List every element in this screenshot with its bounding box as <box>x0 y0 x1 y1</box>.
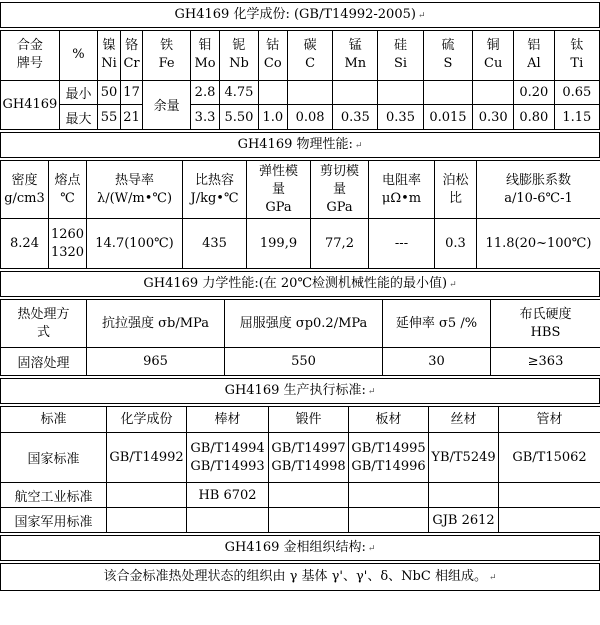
physical-properties-title: GH4169 物理性能: ↵ <box>0 132 600 158</box>
national-wire: YB/T5249 <box>429 433 499 483</box>
section1-header-11: 硫 S <box>423 31 473 81</box>
chemical-composition-title: GH4169 化学成份: (GB/T14992-2005) ↵ <box>0 2 600 28</box>
nb-min: 4.75 <box>220 80 258 105</box>
tensile-value: 965 <box>87 348 225 376</box>
mo-max: 3.3 <box>190 105 219 130</box>
mn-min <box>333 80 378 105</box>
section1-header-5: 钼 Mo <box>190 31 219 81</box>
density-value: 8.24 <box>1 219 49 269</box>
conductivity-value: 14.7(100℃) <box>87 219 183 269</box>
phys-value-row <box>1 219 600 269</box>
yield-value: 550 <box>225 348 383 376</box>
physical-properties-table <box>0 160 600 269</box>
phys-header-row <box>1 161 600 219</box>
melt-high: 1320 <box>49 244 86 262</box>
std-header-row <box>1 407 600 433</box>
cu-max: 0.30 <box>473 105 514 130</box>
nb-max: 5.50 <box>220 105 258 130</box>
elongation-value: 30 <box>383 348 491 376</box>
section2-header-2: 热导率 λ/(W/m•℃) <box>87 161 183 219</box>
ni-max: 55 <box>98 105 121 130</box>
section2-header-0: 密度 g/cm3 <box>1 161 49 219</box>
treatment-value: 固溶处理 <box>1 348 87 376</box>
alloy-grade-cell: GH4169 <box>1 80 60 130</box>
military-wire: GJB 2612 <box>429 508 499 533</box>
section-title-text: GH4169 化学成份: (GB/T14992-2005) <box>175 7 416 22</box>
microstructure-text: 该合金标准热处理状态的组织由 γ 基体 γ'、γ'、δ、NbC 相组成。 ↵ <box>0 563 600 591</box>
aviation-standard-label: 航空工业标准 <box>1 483 107 508</box>
section3-header-1: 抗拉强度 σb/MPa <box>87 300 225 348</box>
c-max: 0.08 <box>288 105 333 130</box>
section2-header-1: 熔点 ℃ <box>49 161 87 219</box>
section-title-text: GH4169 金相组织结构: <box>225 540 366 555</box>
expansion-value: 11.8(20~100℃) <box>477 219 600 269</box>
c-min <box>288 80 333 105</box>
min-label: 最小 <box>59 80 97 105</box>
fe-balance: 余量 <box>143 80 190 130</box>
chemical-composition-table <box>0 30 600 130</box>
section4-header-1: 化学成份 <box>107 407 187 433</box>
standards-table <box>0 406 600 533</box>
std-national-row <box>1 433 600 483</box>
section1-header-2: 镍 Ni <box>98 31 121 81</box>
co-max: 1.0 <box>258 105 287 130</box>
ti-min: 0.65 <box>554 80 599 105</box>
section1-header-13: 铝 Al <box>514 31 555 81</box>
shear-modulus-value: 77,2 <box>311 219 369 269</box>
resistivity-value: --- <box>369 219 435 269</box>
section-title-text: GH4169 力学性能:(在 20℃检测机械性能的最小值) <box>143 276 447 291</box>
cu-min <box>473 80 514 105</box>
mn-max: 0.35 <box>333 105 378 130</box>
std-aviation-row <box>1 483 600 508</box>
ni-min: 50 <box>98 80 121 105</box>
section2-header-7: 泊松 比 <box>435 161 477 219</box>
section3-header-0: 热处理方 式 <box>1 300 87 348</box>
s-min <box>423 80 473 105</box>
section3-header-3: 延伸率 σ5 /% <box>383 300 491 348</box>
section1-header-4: 铁 Fe <box>143 31 190 81</box>
national-tube: GB/T15062 <box>499 433 600 483</box>
national-chem: GB/T14992 <box>107 433 187 483</box>
section1-header-8: 碳 C <box>288 31 333 81</box>
section2-header-3: 比热容 J/kg•℃ <box>183 161 247 219</box>
heat-capacity-value: 435 <box>183 219 247 269</box>
national-standard-label: 国家标准 <box>1 433 107 483</box>
section1-header-3: 铬 Cr <box>120 31 143 81</box>
co-min <box>258 80 287 105</box>
melting-point-value <box>49 219 87 269</box>
mech-value-row <box>1 348 600 376</box>
al-min: 0.20 <box>514 80 555 105</box>
chem-min-row <box>1 80 600 105</box>
elastic-modulus-value: 199,9 <box>247 219 311 269</box>
national-forging: GB/T14997 GB/T14998 <box>269 433 349 483</box>
poisson-value: 0.3 <box>435 219 477 269</box>
section1-header-6: 铌 Nb <box>220 31 258 81</box>
section2-header-6: 电阻率 μΩ•m <box>369 161 435 219</box>
aviation-bar: HB 6702 <box>187 483 269 508</box>
mo-min: 2.8 <box>190 80 219 105</box>
section2-header-8: 线膨胀系数 a/10-6℃-1 <box>477 161 600 219</box>
ti-max: 1.15 <box>554 105 599 130</box>
section4-header-0: 标准 <box>1 407 107 433</box>
si-max: 0.35 <box>378 105 423 130</box>
section-title-text: GH4169 物理性能: <box>238 137 353 152</box>
si-min <box>378 80 423 105</box>
melt-low: 1260 <box>49 226 86 244</box>
cr-max: 21 <box>120 105 143 130</box>
mech-header-row <box>1 300 600 348</box>
section4-header-2: 棒材 <box>187 407 269 433</box>
section2-header-5: 剪切模 量 GPa <box>311 161 369 219</box>
military-standard-label: 国家军用标准 <box>1 508 107 533</box>
section4-header-4: 板材 <box>349 407 429 433</box>
section-title-text: GH4169 生产执行标准: <box>225 383 366 398</box>
section1-header-9: 锰 Mn <box>333 31 378 81</box>
section1-header-14: 钛 Ti <box>554 31 599 81</box>
section4-header-5: 丝材 <box>429 407 499 433</box>
mechanical-properties-table <box>0 299 600 376</box>
max-label: 最大 <box>59 105 97 130</box>
hardness-value: ≥363 <box>491 348 600 376</box>
section1-header-10: 硅 Si <box>378 31 423 81</box>
cr-min: 17 <box>120 80 143 105</box>
chem-header-row <box>1 31 600 81</box>
section1-header-12: 铜 Cu <box>473 31 514 81</box>
al-max: 0.80 <box>514 105 555 130</box>
std-military-row <box>1 508 600 533</box>
s-max: 0.015 <box>423 105 473 130</box>
chem-max-row <box>1 105 600 130</box>
section4-header-3: 锻件 <box>269 407 349 433</box>
national-plate: GB/T14995 GB/T14996 <box>349 433 429 483</box>
standards-title: GH4169 生产执行标准: ↵ <box>0 378 600 404</box>
section4-header-6: 管材 <box>499 407 600 433</box>
section3-header-2: 屈服强度 σp0.2/MPa <box>225 300 383 348</box>
section1-header-7: 钴 Co <box>258 31 287 81</box>
section3-header-4: 布氏硬度 HBS <box>491 300 600 348</box>
section2-header-4: 弹性模 量 GPa <box>247 161 311 219</box>
microstructure-title: GH4169 金相组织结构: ↵ <box>0 535 600 561</box>
section1-header-0: 合金 牌号 <box>1 31 60 81</box>
section1-header-1: % <box>59 31 97 81</box>
mechanical-properties-title: GH4169 力学性能:(在 20℃检测机械性能的最小值) ↵ <box>0 271 600 297</box>
national-bar: GB/T14994 GB/T14993 <box>187 433 269 483</box>
